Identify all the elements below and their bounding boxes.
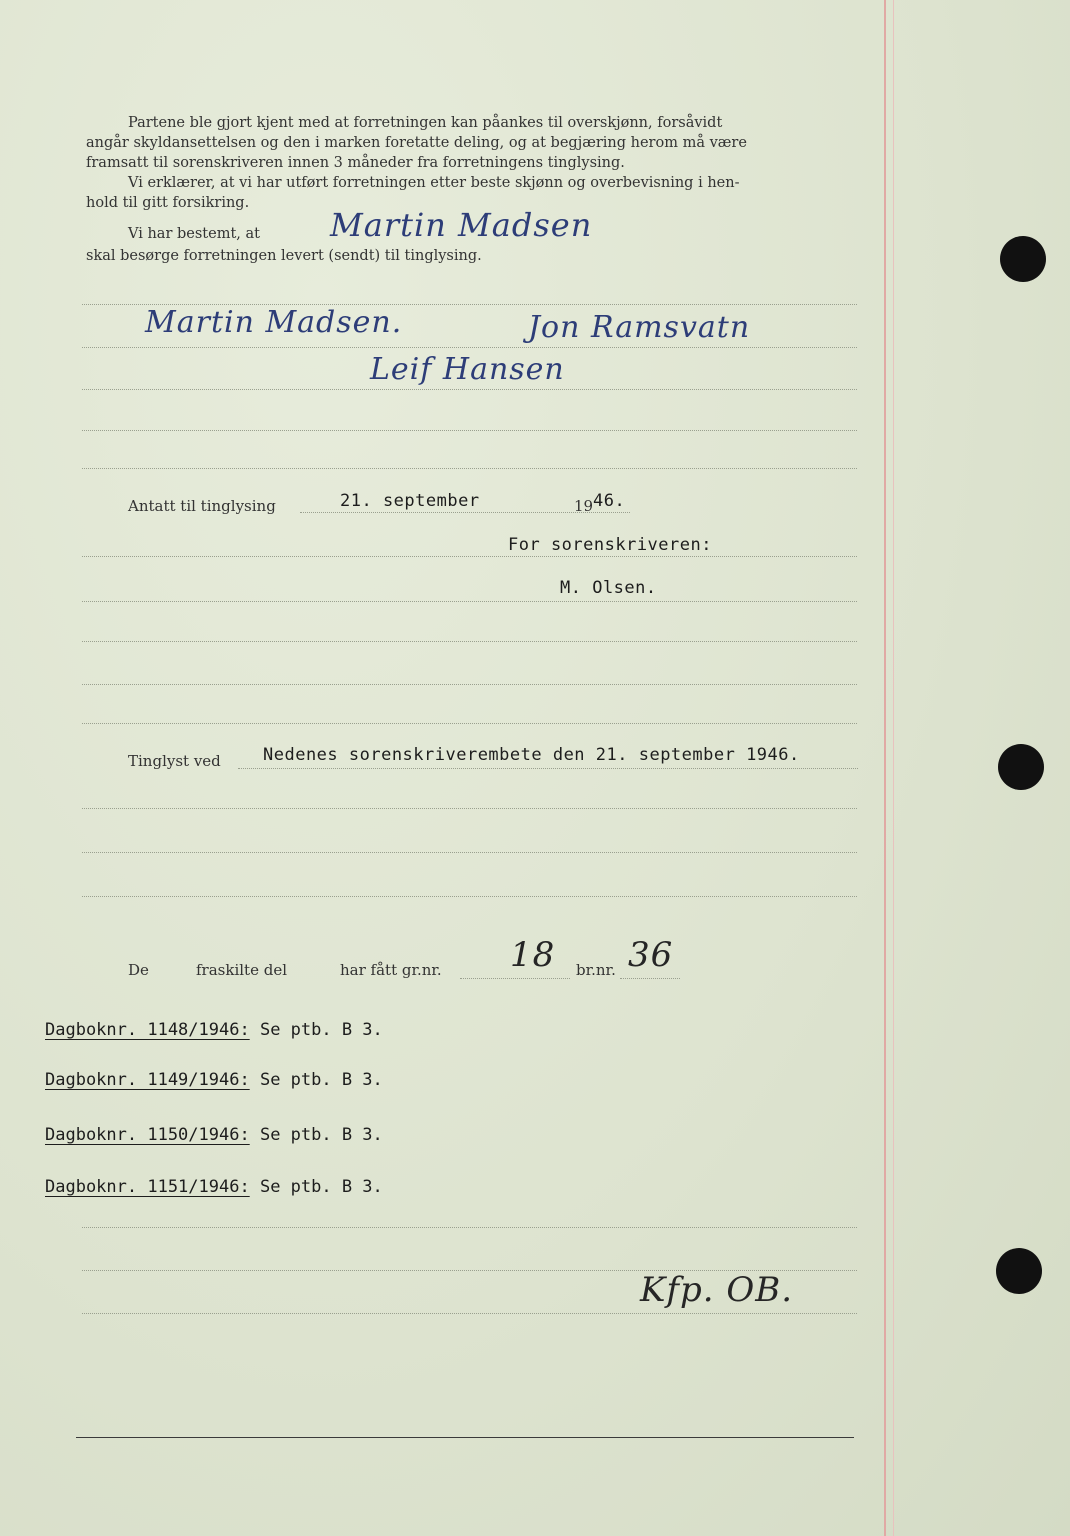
paragraph-line: framsatt til sorenskriveren innen 3 måneder fra forretningens tinglysing. [86, 155, 625, 171]
dagbok-note: Se ptb. B 3. [259, 1177, 383, 1197]
fraskilte-word: har fått gr.nr. [340, 961, 442, 979]
dagbok-ref: Dagboknr. 1151/1946: [45, 1177, 250, 1197]
ruled-line [82, 1313, 857, 1314]
antatt-year-prefix: 19 [574, 497, 594, 515]
grnr-underline [460, 978, 570, 979]
dagbok-ref: Dagboknr. 1149/1946: [45, 1070, 250, 1090]
tinglyst-underline [238, 768, 858, 769]
ruled-line [82, 468, 857, 469]
antatt-date: 21. september [340, 491, 480, 511]
ruled-line [82, 684, 857, 685]
ruled-line [82, 389, 857, 390]
legal-paragraph [86, 113, 861, 213]
dagbok-ref: Dagboknr. 1150/1946: [45, 1125, 250, 1145]
signer-name: M. Olsen. [560, 578, 657, 598]
dagbok-entry [45, 1125, 383, 1145]
bottom-rule [76, 1437, 854, 1438]
antatt-underline [300, 512, 630, 513]
margin-line [884, 0, 886, 1536]
fraskilte-word: fraskilte del [196, 961, 287, 979]
dagbok-note: Se ptb. B 3. [259, 1070, 383, 1090]
punch-hole-bottom [996, 1248, 1042, 1294]
ruled-line [82, 1227, 857, 1228]
ruled-line [82, 601, 857, 602]
br-nr-label: br.nr. [576, 961, 616, 979]
br-nr-handwritten: 36 [628, 935, 674, 975]
designee-handwritten-name: Martin Madsen [330, 206, 593, 244]
ruled-line [82, 808, 857, 809]
handwritten-initials: Kfp. OB. [640, 1270, 794, 1310]
margin-line-secondary [893, 0, 894, 1536]
ruled-line [82, 896, 857, 897]
antatt-year-suffix: 46. [593, 491, 626, 511]
paragraph-line: angår skyldansettelsen og den i marken foretatte deling, og at begjæring herom må være [86, 135, 747, 151]
paragraph-line: hold til gitt forsikring. [86, 195, 250, 211]
dagbok-ref: Dagboknr. 1148/1946: [45, 1020, 250, 1040]
gr-nr-handwritten: 18 [510, 935, 556, 975]
dagbok-note: Se ptb. B 3. [259, 1125, 383, 1145]
signature-jon-ramsvatn: Jon Ramsvatn [528, 310, 751, 345]
dagbok-entry [45, 1177, 383, 1197]
tinglyst-text: Nedenes sorenskriverembete den 21. september 1946. [263, 745, 800, 765]
for-sorenskriveren: For sorenskriveren: [508, 535, 712, 555]
ruled-line [82, 347, 857, 348]
signature-martin-madsen: Martin Madsen. [145, 305, 403, 340]
ruled-line [82, 723, 857, 724]
paragraph-line: Vi erklærer, at vi har utført forretningen etter beste skjønn og overbevisning i hen- [128, 175, 740, 191]
brnr-underline [620, 978, 680, 979]
dagbok-note: Se ptb. B 3. [259, 1020, 383, 1040]
designee-label: Vi har bestemt, at [128, 226, 260, 242]
tinglyst-label: Tinglyst ved [128, 752, 221, 770]
punch-hole-middle [998, 744, 1044, 790]
dagbok-entry [45, 1020, 383, 1040]
ruled-line [82, 556, 857, 557]
signature-leif-hansen: Leif Hansen [370, 352, 565, 387]
paragraph-line: skal besørge forretningen levert (sendt) til tinglysing. [86, 248, 482, 264]
ruled-line [82, 852, 857, 853]
ruled-line [82, 641, 857, 642]
dagbok-entry [45, 1070, 383, 1090]
punch-hole-top [1000, 236, 1046, 282]
ruled-line [82, 430, 857, 431]
paragraph-line: Partene ble gjort kjent med at forretningen kan påankes til overskjønn, forsåvidt [128, 115, 723, 131]
antatt-label: Antatt til tinglysing [128, 497, 276, 515]
fraskilte-word: De [128, 961, 149, 979]
